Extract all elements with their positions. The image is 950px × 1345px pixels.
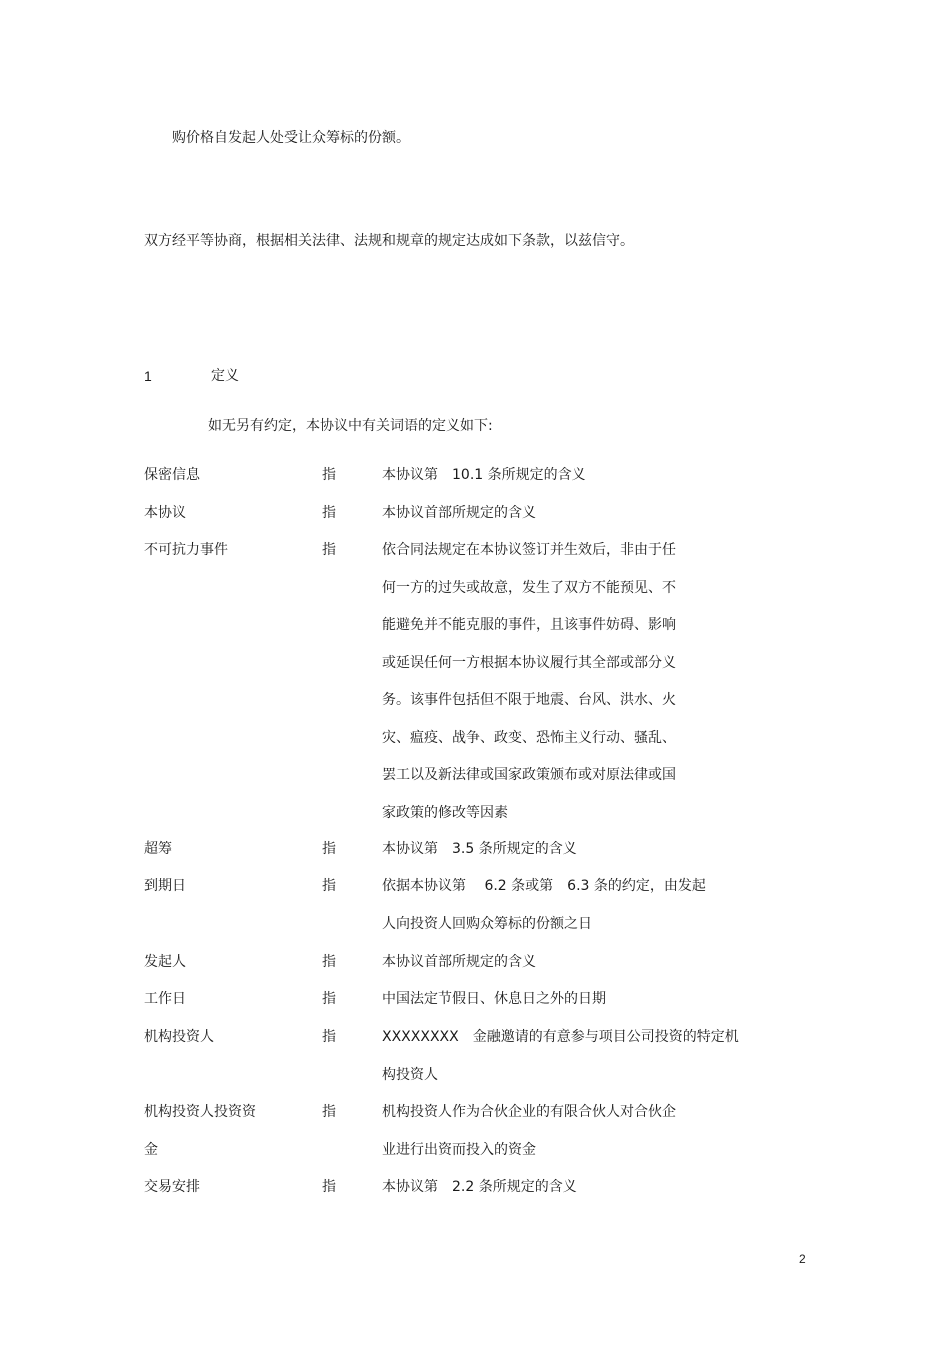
- definition-marker: 指: [322, 991, 336, 1007]
- definition-text: 中国法定节假日、休息日之外的日期: [382, 991, 606, 1007]
- definition-text: XXXXXXXX 金融邀请的有意参与项目公司投资的特定机: [382, 1029, 739, 1045]
- definition-text: 何一方的过失或故意，发生了双方不能预见、不: [382, 579, 676, 596]
- definition-text: 依据本协议第 6.2 条或第 6.3 条的约定，由发起: [382, 878, 706, 894]
- section-title: 定义: [211, 368, 239, 384]
- definition-term: 本协议: [144, 505, 186, 521]
- definition-marker: 指: [322, 1179, 336, 1195]
- definition-text: 灾、瘟疫、战争、政变、恐怖主义行动、骚乱、: [382, 729, 676, 746]
- definition-text: 本协议第 3.5 条所规定的含义: [382, 841, 577, 857]
- definition-marker: 指: [322, 505, 336, 521]
- definition-marker: 指: [322, 467, 336, 483]
- page-number: 2: [799, 1252, 806, 1266]
- definition-text: 罢工以及新法律或国家政策颁布或对原法律或国: [382, 767, 676, 783]
- intro-line-2: 双方经平等协商，根据相关法律、法规和规章的规定达成如下条款，以兹信守。: [144, 233, 634, 249]
- definition-marker: 指: [322, 878, 336, 894]
- intro-line-1: 购价格自发起人处受让众筹标的份额。: [172, 130, 410, 146]
- definition-text: 本协议第 10.1 条所规定的含义: [382, 467, 586, 483]
- section-number: 1: [144, 368, 152, 384]
- definition-text: 本协议首部所规定的含义: [382, 505, 536, 521]
- definition-text: 业进行出资而投入的资金: [382, 1141, 536, 1158]
- definition-marker: 指: [322, 1029, 336, 1045]
- definition-term: 不可抗力事件: [144, 542, 228, 558]
- definition-text: 本协议首部所规定的含义: [382, 954, 536, 970]
- definition-term: 机构投资人: [144, 1029, 214, 1045]
- definition-marker: 指: [322, 542, 336, 558]
- definition-marker: 指: [322, 954, 336, 970]
- definition-term: 到期日: [144, 878, 186, 894]
- definition-text: 依合同法规定在本协议签订并生效后，非由于任: [382, 542, 676, 558]
- definition-text: 机构投资人作为合伙企业的有限合伙人对合伙企: [382, 1104, 676, 1120]
- definition-term: 机构投资人投资资: [144, 1104, 256, 1120]
- definition-term: 交易安排: [144, 1179, 200, 1195]
- definition-text: 本协议第 2.2 条所规定的含义: [382, 1179, 577, 1195]
- definition-marker: 指: [322, 1104, 336, 1120]
- definition-text: 或延误任何一方根据本协议履行其全部或部分义: [382, 654, 676, 671]
- definition-text: 能避免并不能克服的事件，且该事件妨碍、影响: [382, 617, 676, 633]
- definition-text: 家政策的修改等因素: [382, 804, 508, 821]
- definition-term: 保密信息: [144, 467, 200, 483]
- definition-text: 人向投资人回购众筹标的份额之日: [382, 915, 592, 932]
- definition-text: 构投资人: [382, 1066, 438, 1083]
- definition-text: 务。该事件包括但不限于地震、台风、洪水、火: [382, 692, 676, 708]
- definitions-intro: 如无另有约定，本协议中有关词语的定义如下:: [208, 418, 493, 434]
- definition-term: 工作日: [144, 991, 186, 1007]
- definition-marker: 指: [322, 841, 336, 857]
- definition-term: 发起人: [144, 954, 186, 970]
- definition-term: 超筹: [144, 841, 172, 857]
- definition-term: 金: [144, 1141, 158, 1158]
